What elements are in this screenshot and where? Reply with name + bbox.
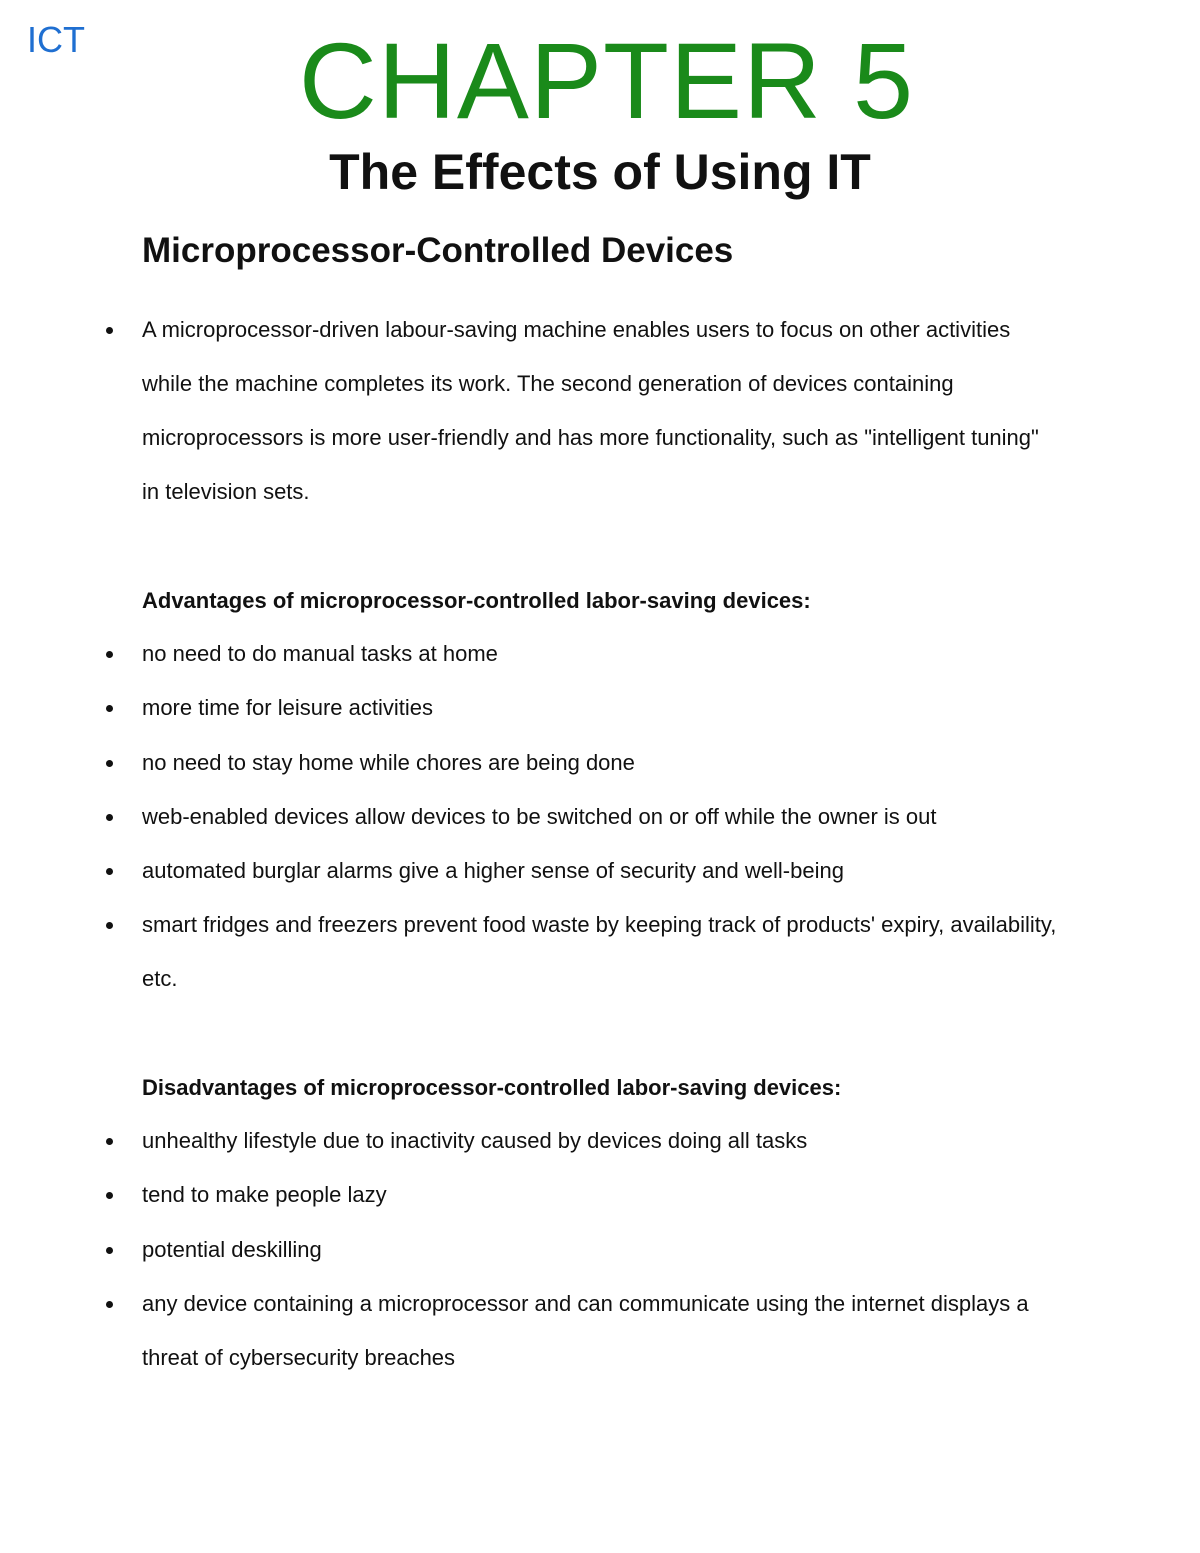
disadvantage-item: unhealthy lifestyle due to inactivity caused by devices doing all tasks [142, 1114, 1062, 1168]
subject-label: ICT [27, 19, 85, 60]
advantage-item: web-enabled devices allow devices to be switched on or off while the owner is out [142, 790, 1062, 844]
advantage-item: automated burglar alarms give a higher sense of security and well-being [142, 844, 1062, 898]
section-heading: Microprocessor-Controlled Devices [142, 231, 734, 270]
disadvantages-heading: Disadvantages of microprocessor-controlled labor-saving devices: [142, 1075, 842, 1100]
chapter-subtitle: The Effects of Using IT [329, 144, 871, 200]
advantage-item: smart fridges and freezers prevent food waste by keeping track of products' expiry, availability, etc. [142, 898, 1062, 1006]
advantage-item: no need to stay home while chores are being done [142, 736, 1062, 790]
advantages-heading: Advantages of microprocessor-controlled labor-saving devices: [142, 588, 811, 613]
disadvantage-item: any device containing a microprocessor and can communicate using the internet displays a threat of cybersecurity breaches [142, 1277, 1062, 1385]
intro-paragraph: A microprocessor-driven labour-saving machine enables users to focus on other activities while the machine completes its work. The second generation of devices containing microprocessors is more user-friendly and has more functionality, such as "intelligent tuning" in television sets. [142, 303, 1062, 519]
disadvantage-item: potential deskilling [142, 1223, 1062, 1277]
advantage-item: more time for leisure activities [142, 681, 1062, 735]
disadvantage-item: tend to make people lazy [142, 1168, 1062, 1222]
advantage-item: no need to do manual tasks at home [142, 627, 1062, 681]
chapter-title: CHAPTER 5 [298, 20, 915, 141]
